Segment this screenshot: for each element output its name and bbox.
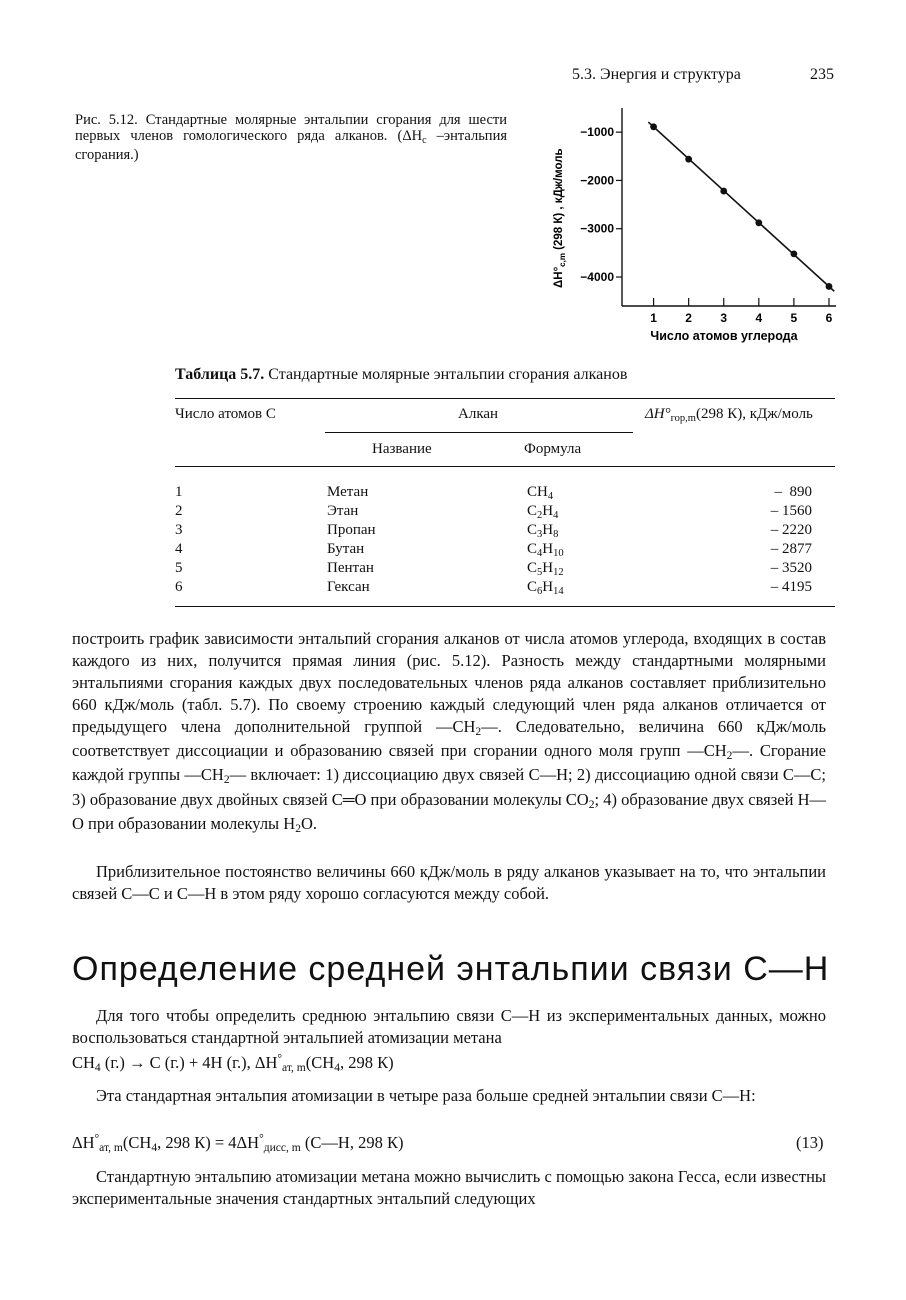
section-title: Определение средней энтальпии связи С—Н (72, 950, 830, 988)
row-carbon-count: 5 (175, 560, 183, 576)
col-name-header: Название (372, 441, 432, 457)
x-tick-label: 6 (825, 311, 833, 325)
row-alkane-name: Этан (327, 503, 359, 519)
row-enthalpy: – 2220 (770, 522, 812, 538)
data-point (826, 283, 833, 290)
y-axis-label (553, 148, 567, 288)
row-enthalpy: – 3520 (770, 560, 812, 576)
row-carbon-count: 6 (175, 579, 183, 595)
row-carbon-count: 4 (175, 541, 183, 557)
paragraph-4: Эта стандартная энтальпия атомизации в четыре раза больше средней энтальпии связи С—Н: (96, 1086, 756, 1105)
paragraph-2: Приблизительное постоянство величины 660 кДж/моль в ряду алканов указывает на то, что энтальпии связей С—С и С—Н в этом ряду хорошо согласуются между собой. (72, 862, 826, 903)
series-line (648, 122, 834, 291)
data-point (720, 188, 727, 195)
y-tick-label: −4000 (580, 270, 614, 285)
equation-number: (13) (796, 1133, 824, 1152)
table-title: Таблица 5.7. Стандартные молярные энтальпии сгорания алканов (175, 366, 628, 383)
paragraph-3: Для того чтобы определить среднюю энтальпию связи С—Н из экспериментальных данных, можно воспользоваться стандартной энтальпией атомизации метана (72, 1006, 826, 1047)
paragraph-5: Стандартную энтальпию атомизации метана можно вычислить с помощью закона Гесса, если известны экспериментальные значения стандартных энтальпий следующих (72, 1167, 826, 1208)
x-tick-label: 5 (790, 311, 798, 325)
equation-atomization: $CH_4$ (г.) → С (г.) + 4Н (г.), $\Delta H^\circ_{ат, m}(CH_4$, 298 К) (72, 1053, 394, 1074)
row-formula: $C_2H_4$ (527, 503, 559, 521)
x-tick-label: 1 (650, 311, 657, 325)
x-axis-label: Число атомов углерода (650, 329, 798, 343)
header-section: 5.3. Энергия и структура (572, 66, 741, 83)
x-tick-label: 2 (685, 311, 692, 325)
equation-13: $\Delta H^\circ_{ат, m}(CH_4$, 298 $К) = 4\Delta H^\circ_{дисс, m}$ (С—Н, 298 К) (72, 1133, 404, 1154)
svg-text:ΔH°c,m (298 К) , кДж/моль: $\Delta H^\circ_{c,m}$ (298 К) , кДж/моль (553, 148, 567, 288)
x-tick-label: 4 (755, 311, 763, 325)
y-tick-label: −1000 (580, 125, 614, 140)
row-alkane-name: Пропан (327, 522, 376, 538)
row-alkane-name: Гексан (327, 579, 370, 595)
figure-label: Рис. 5.12. (75, 112, 138, 128)
row-formula: $CH_4$ (527, 484, 554, 502)
col-carbon-header: Число атомов С (175, 406, 276, 422)
table-sub-rule (325, 432, 633, 433)
row-alkane-name: Пентан (327, 560, 374, 576)
col-enthalpy-header: $\Delta H^\circ_{гор,m}(298$ К), кДж/моль (645, 406, 813, 424)
page-number: 235 (810, 66, 834, 83)
table-bottom-rule (175, 606, 835, 607)
data-point (685, 156, 692, 163)
row-formula: $C_3H_8$ (527, 522, 559, 540)
row-carbon-count: 1 (175, 484, 183, 500)
data-point (791, 250, 798, 257)
y-tick-label: −3000 (580, 221, 614, 236)
row-alkane-name: Бутан (327, 541, 365, 557)
table-header-rule (175, 466, 835, 467)
figure-caption-note: ($\Delta H_c$ –энтальпия сгорания.) (75, 128, 507, 163)
row-enthalpy: – 1560 (770, 503, 812, 519)
figure-caption (75, 112, 507, 163)
paragraph-1: построить график зависимости энтальпий сгорания алканов от числа атомов углерода, входящих в состав каждого из них, получится прямая линия (рис. 5.12). Разность между стандартными молярными энтальпиями сгорания каждых двух последовательных членов ряда алканов составляет приблизительно 660 кДж/моль (табл. 5.7). По своему строению каждый следующий член ряда алканов отличается от предыдущего члена дополнительной группой $—CH_2—$. Следовательно, величина 660 кДж/моль соответствует диссоциации и образованию связей при сгорании одного моля групп $—CH_2—$. Сгорание каждой группы $—CH_2—$ включает: 1) диссоциацию двух связей С—Н; 2) диссоциацию одной связи С—С; 3) образование двух двойных связей С═О при образовании молекулы $CO_2$; 4) образование двух связей Н—О при образовании молекулы $H_2O$. (72, 629, 827, 836)
row-formula: $C_6H_{14}$ (527, 579, 564, 597)
table-top-rule (175, 398, 835, 399)
row-carbon-count: 2 (175, 503, 183, 519)
figure-caption-text: Стандартные молярные энтальпии сгорания для шести первых членов гомологического ряда алканов. (75, 112, 507, 145)
row-formula: $C_4H_{10}$ (527, 541, 564, 559)
row-enthalpy: – 4195 (770, 579, 812, 595)
row-carbon-count: 3 (175, 522, 183, 538)
row-formula: $C_5H_{12}$ (527, 560, 564, 578)
enthalpy-chart (540, 100, 840, 350)
running-header (572, 66, 834, 84)
row-enthalpy: – 2877 (770, 541, 812, 557)
data-point (650, 123, 657, 130)
y-tick-label: −2000 (580, 173, 614, 188)
row-alkane-name: Метан (327, 484, 369, 500)
data-point (755, 219, 762, 226)
col-alkane-header: Алкан (458, 406, 499, 422)
col-formula-header: Формула (524, 441, 582, 457)
x-tick-label: 3 (720, 311, 728, 325)
row-enthalpy: – 890 (774, 484, 812, 500)
